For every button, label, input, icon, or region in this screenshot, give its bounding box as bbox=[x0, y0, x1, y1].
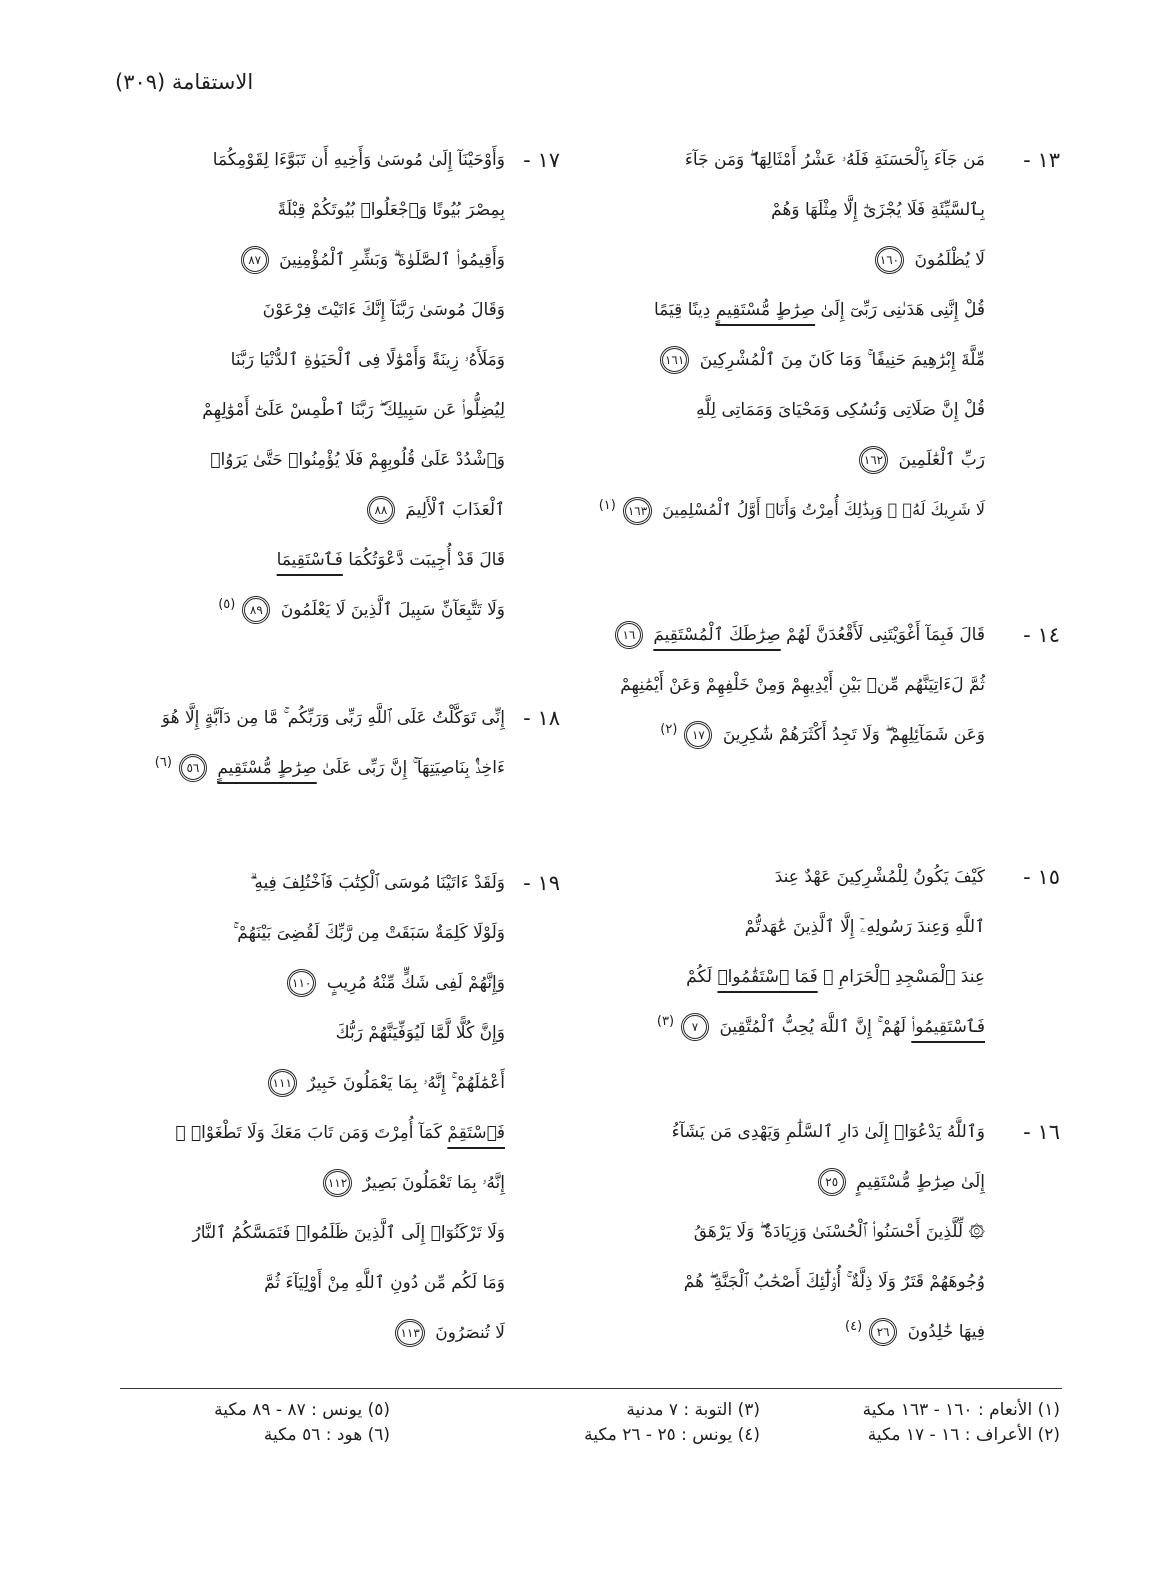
text-segment: إِلَىٰ صِرَٰطٍ مُّسْتَقِيمٍ bbox=[856, 1172, 985, 1192]
verse-line bbox=[590, 1257, 985, 1307]
ayah-number-marker: ٧ bbox=[681, 1013, 709, 1041]
underlined-phrase: فَٱسْتَقِيمُوا۟ bbox=[911, 1017, 985, 1037]
verse-line bbox=[130, 435, 505, 485]
verse-line bbox=[130, 1308, 505, 1358]
text-segment: قَالَ فَبِمَآ أَغْوَيْتَنِى لَأَقْعُدَنَّ لَهُمْ bbox=[780, 625, 985, 645]
text-segment: وَٱشْدُدْ عَلَىٰ قُلُوبِهِمْ فَلَا يُؤْمِنُوا۟ حَتَّىٰ يَرَوُا۟ bbox=[210, 450, 505, 470]
footnote-group bbox=[584, 1398, 760, 1448]
verse-line bbox=[130, 858, 505, 908]
ayah-number-marker: ٨٨ bbox=[367, 496, 395, 524]
verse-line bbox=[590, 485, 985, 535]
verse-block bbox=[590, 1107, 1060, 1357]
footnote-item: (٤) يونس : ٢٥ - ٢٦ مكية bbox=[584, 1425, 760, 1445]
verse-line bbox=[590, 852, 985, 902]
text-segment: أَعْمَٰلَهُمْ ۚ إِنَّهُۥ بِمَا يَعْمَلُونَ خَبِيرٌ bbox=[307, 1073, 505, 1093]
text-segment: ٱللَّهِ وَعِندَ رَسُولِهِۦٓ إِلَّا ٱلَّذِينَ عَٰهَدتُّمْ bbox=[744, 917, 985, 937]
footnote-reference: (١) bbox=[598, 497, 616, 513]
text-segment: فِيهَا خَٰلِدُونَ bbox=[907, 1322, 985, 1342]
verse-line bbox=[590, 385, 985, 435]
text-segment: وَلَا تَتَّبِعَآنِّ سَبِيلَ ٱلَّذِينَ لَا يَعْلَمُونَ bbox=[280, 600, 505, 620]
right-column bbox=[590, 135, 1060, 1357]
ayah-number-marker: ١٧ bbox=[684, 721, 712, 749]
ayah-number-marker: ١٦٣ bbox=[623, 497, 652, 525]
footnote-item: (٥) يونس : ٨٧ - ٨٩ مكية bbox=[214, 1400, 390, 1420]
verse-line bbox=[130, 958, 505, 1008]
verse-line bbox=[130, 1258, 505, 1308]
text-segment: لَا يُظْلَمُونَ bbox=[914, 250, 985, 270]
page-header-title: الاستقامة (٣٠٩) bbox=[115, 70, 254, 94]
text-segment: وَإِنَّهُمْ لَفِى شَكٍّ مِّنْهُ مُرِيبٍ bbox=[326, 973, 505, 993]
ayah-number-marker: ١١٠ bbox=[287, 969, 316, 997]
footnote-reference: (٤) bbox=[845, 1319, 863, 1335]
verse-line bbox=[130, 335, 505, 385]
text-segment: لِيُضِلُّوا۟ عَن سَبِيلِكَ ۖ رَبَّنَا ٱطْمِسْ عَلَىٰٓ أَمْوَٰلِهِمْ bbox=[202, 400, 505, 420]
text-segment: مَن جَآءَ بِٱلْحَسَنَةِ فَلَهُۥ عَشْرُ أَمْثَالِهَا ۖ وَمَن جَآءَ bbox=[684, 150, 985, 170]
text-segment: وَٱللَّهُ يَدْعُوٓا۟ إِلَىٰ دَارِ ٱلسَّلَٰمِ وَيَهْدِى مَن يَشَآءُ bbox=[671, 1122, 985, 1142]
ayah-number-marker: ١٦٠ bbox=[875, 246, 904, 274]
footnote-reference: (٦) bbox=[154, 755, 172, 771]
text-segment: لَا تُنصَرُونَ bbox=[435, 1323, 505, 1343]
text-segment: قُلْ إِنَّ صَلَاتِى وَنُسُكِى وَمَحْيَاىَ وَمَمَاتِى لِلَّهِ bbox=[696, 400, 985, 420]
text-segment: وَلَا تَرْكَنُوٓا۟ إِلَى ٱلَّذِينَ ظَلَمُوا۟ فَتَمَسَّكُمُ ٱلنَّارُ bbox=[192, 1223, 505, 1243]
verse-line bbox=[590, 285, 985, 335]
text-segment: بِٱلسَّيِّئَةِ فَلَا يُجْزَىٰٓ إِلَّا مِثْلَهَا وَهُمْ bbox=[771, 200, 985, 220]
ayah-number-marker: ٢٦ bbox=[869, 1318, 897, 1346]
underlined-phrase: فَمَا ٱسْتَقَٰمُوا۟ bbox=[717, 967, 818, 987]
verse-line bbox=[130, 585, 505, 635]
verse-block bbox=[130, 858, 560, 1358]
text-segment: وُجُوهَهُمْ قَتَرٌ وَلَا ذِلَّةٌ ۚ أُو۟لَٰٓئِكَ أَصْحَٰبُ ٱلْجَنَّةِ ۖ هُمْ bbox=[683, 1272, 985, 1292]
verse-line bbox=[130, 285, 505, 335]
verse-line bbox=[590, 1207, 985, 1257]
footnote-item: (٢) الأعراف : ١٦ - ١٧ مكية bbox=[867, 1425, 1060, 1445]
verse-line bbox=[590, 902, 985, 952]
footnote-item: (٣) التوبة : ٧ مدنية bbox=[626, 1400, 760, 1420]
text-segment: ۞ لِّلَّذِينَ أَحْسَنُوا۟ ٱلْحُسْنَىٰ وَزِيَادَةٌ ۖ وَلَا يَرْهَقُ bbox=[693, 1222, 985, 1242]
ayah-number-marker: ٢٥ bbox=[818, 1168, 846, 1196]
verse-number: ١٧ - bbox=[523, 148, 560, 172]
underlined-phrase: صِرَٰطٍ مُّسْتَقِيمٍ bbox=[715, 300, 816, 320]
text-segment: لَا شَرِيكَ لَهُۥ ۖ وَبِذَٰلِكَ أُمِرْتُ وَأَنَا۠ أَوَّلُ ٱلْمُسْلِمِينَ bbox=[662, 500, 985, 519]
verse-line bbox=[590, 952, 985, 1002]
text-segment: دِينًا قِيَمًا bbox=[654, 300, 716, 320]
verse-line bbox=[590, 1307, 985, 1357]
text-segment: مِّلَّةَ إِبْرَٰهِيمَ حَنِيفًا ۚ وَمَا كَانَ مِنَ ٱلْمُشْرِكِينَ bbox=[699, 350, 985, 370]
verse-line bbox=[590, 660, 985, 710]
ayah-number-marker: ١١٣ bbox=[395, 1319, 424, 1347]
footnote-reference: (٣) bbox=[656, 1014, 675, 1030]
verse-block bbox=[590, 610, 1060, 760]
verse-line bbox=[590, 235, 985, 285]
text-segment: لَكُمْ bbox=[686, 967, 718, 987]
verse-block bbox=[130, 693, 560, 793]
verse-line bbox=[130, 235, 505, 285]
ayah-number-marker: ١٦١ bbox=[660, 346, 689, 374]
text-segment: كَمَآ أُمِرْتَ وَمَن تَابَ مَعَكَ وَلَا تَطْغَوْا۟ ۚ bbox=[175, 1123, 448, 1143]
text-segment: وَإِنَّ كُلًّا لَّمَّا لَيُوَفِّيَنَّهُمْ رَبُّكَ bbox=[335, 1023, 505, 1043]
text-segment: وَقَالَ مُوسَىٰ رَبَّنَآ إِنَّكَ ءَاتَيْتَ فِرْعَوْنَ bbox=[262, 300, 505, 320]
verse-number: ١٦ - bbox=[1023, 1120, 1060, 1144]
underlined-phrase: صِرَٰطٍ مُّسْتَقِيمٍ bbox=[217, 758, 317, 778]
verse-line bbox=[130, 743, 505, 793]
footnote-group bbox=[863, 1398, 1060, 1448]
text-segment: وَعَن شَمَآئِلِهِمْ ۖ وَلَا تَجِدُ أَكْثَرَهُمْ شَٰكِرِينَ bbox=[722, 725, 985, 745]
verse-line bbox=[130, 693, 505, 743]
verse-line bbox=[130, 485, 505, 535]
underlined-phrase: فَٱسْتَقِمْ bbox=[447, 1123, 505, 1143]
verse-number: ١٥ - bbox=[1023, 865, 1060, 889]
text-segment: وَأَقِيمُوا۟ ٱلصَّلَوٰةَ ۗ وَبَشِّرِ ٱلْمُؤْمِنِينَ bbox=[279, 250, 505, 270]
text-segment: قَالَ قَدْ أُجِيبَت دَّعْوَتُكُمَا bbox=[342, 550, 505, 570]
footnote-item: (١) الأنعام : ١٦٠ - ١٦٣ مكية bbox=[862, 1400, 1060, 1420]
ayah-number-marker: ٨٧ bbox=[241, 246, 269, 274]
ayah-number-marker: ١١٢ bbox=[323, 1169, 352, 1197]
text-segment: وَمَلَأَهُۥ زِينَةً وَأَمْوَٰلًا فِى ٱلْحَيَوٰةِ ٱلدُّنْيَا رَبَّنَا bbox=[230, 350, 505, 370]
verse-line bbox=[590, 335, 985, 385]
verse-line bbox=[130, 1108, 505, 1158]
verse-line bbox=[130, 1058, 505, 1108]
text-segment: بِمِصْرَ بُيُوتًا وَٱجْعَلُوا۟ بُيُوتَكُمْ قِبْلَةً bbox=[277, 200, 505, 220]
verse-line bbox=[590, 1107, 985, 1157]
verse-line bbox=[130, 1208, 505, 1258]
ayah-number-marker: ١٦ bbox=[615, 621, 643, 649]
underlined-phrase: صِرَٰطَكَ ٱلْمُسْتَقِيمَ bbox=[653, 625, 781, 645]
footnote-group bbox=[214, 1398, 390, 1448]
verse-line bbox=[130, 1158, 505, 1208]
verse-number: ١٩ - bbox=[523, 871, 560, 895]
footnote-item: (٦) هود : ٥٦ مكية bbox=[263, 1425, 390, 1445]
text-segment: قُلْ إِنَّنِى هَدَىٰنِى رَبِّىٓ إِلَىٰ bbox=[815, 300, 985, 320]
footnote-reference: (٢) bbox=[660, 722, 678, 738]
verse-line bbox=[130, 185, 505, 235]
verse-line bbox=[590, 185, 985, 235]
verse-line bbox=[130, 535, 505, 585]
verse-number: ١٨ - bbox=[523, 706, 560, 730]
text-segment: عِندَ ٱلْمَسْجِدِ ٱلْحَرَامِ ۖ bbox=[817, 967, 985, 987]
underlined-phrase: فَٱسْتَقِيمَا bbox=[276, 550, 343, 570]
text-segment: ثُمَّ لَءَاتِيَنَّهُم مِّنۢ بَيْنِ أَيْدِيهِمْ وَمِنْ خَلْفِهِمْ وَعَنْ أَيْمَٰنِهِمْ bbox=[620, 675, 985, 695]
ayah-number-marker: ٨٩ bbox=[242, 596, 270, 624]
verse-line bbox=[130, 1008, 505, 1058]
text-segment: كَيْفَ يَكُونُ لِلْمُشْرِكِينَ عَهْدٌ عِندَ bbox=[774, 867, 985, 887]
text-segment: وَلَقَدْ ءَاتَيْنَا مُوسَى ٱلْكِتَٰبَ فَٱخْتُلِفَ فِيهِ ۗ bbox=[250, 873, 505, 893]
text-segment: وَلَوْلَا كَلِمَةٌ سَبَقَتْ مِن رَّبِّكَ لَقُضِىَ بَيْنَهُمْ ۚ bbox=[232, 923, 505, 943]
verse-line bbox=[590, 610, 985, 660]
ayah-number-marker: ٥٦ bbox=[179, 754, 207, 782]
verse-number: ١٣ - bbox=[1023, 148, 1060, 172]
verse-block bbox=[590, 852, 1060, 1052]
verse-line bbox=[590, 1002, 985, 1052]
text-segment: وَأَوْحَيْنَآ إِلَىٰ مُوسَىٰ وَأَخِيهِ أَن تَبَوَّءَا لِقَوْمِكُمَا bbox=[212, 150, 505, 170]
ayah-number-marker: ١١١ bbox=[268, 1069, 297, 1097]
verse-line bbox=[590, 1157, 985, 1207]
verse-block bbox=[130, 135, 560, 635]
text-segment: إِنَّهُۥ بِمَا تَعْمَلُونَ بَصِيرٌ bbox=[362, 1173, 505, 1193]
text-segment: ءَاخِذٌۢ بِنَاصِيَتِهَآ ۚ إِنَّ رَبِّى عَلَىٰ bbox=[316, 758, 505, 778]
left-column bbox=[130, 135, 560, 1358]
verse-line bbox=[130, 135, 505, 185]
ayah-number-marker: ١٦٢ bbox=[859, 446, 888, 474]
footnote-divider bbox=[120, 1388, 1062, 1389]
text-segment: رَبِّ ٱلْعَٰلَمِينَ bbox=[898, 450, 985, 470]
text-segment: إِنِّى تَوَكَّلْتُ عَلَى ٱللَّهِ رَبِّى وَرَبِّكُم ۚ مَّا مِن دَآبَّةٍ إِلَّا هُوَ bbox=[161, 708, 505, 728]
verse-line bbox=[130, 385, 505, 435]
verse-line bbox=[590, 435, 985, 485]
verse-line bbox=[130, 908, 505, 958]
text-segment: وَمَا لَكُم مِّن دُونِ ٱللَّهِ مِنْ أَوْلِيَآءَ ثُمَّ bbox=[264, 1273, 505, 1293]
text-segment: لَهُمْ ۚ إِنَّ ٱللَّهَ يُحِبُّ ٱلْمُتَّقِينَ bbox=[719, 1017, 912, 1037]
verse-line bbox=[590, 135, 985, 185]
verse-line bbox=[590, 710, 985, 760]
footnote-reference: (٥) bbox=[218, 597, 236, 613]
verse-number: ١٤ - bbox=[1023, 623, 1060, 647]
text-segment: ٱلْعَذَابَ ٱلْأَلِيمَ bbox=[405, 500, 505, 520]
verse-block bbox=[590, 135, 1060, 535]
